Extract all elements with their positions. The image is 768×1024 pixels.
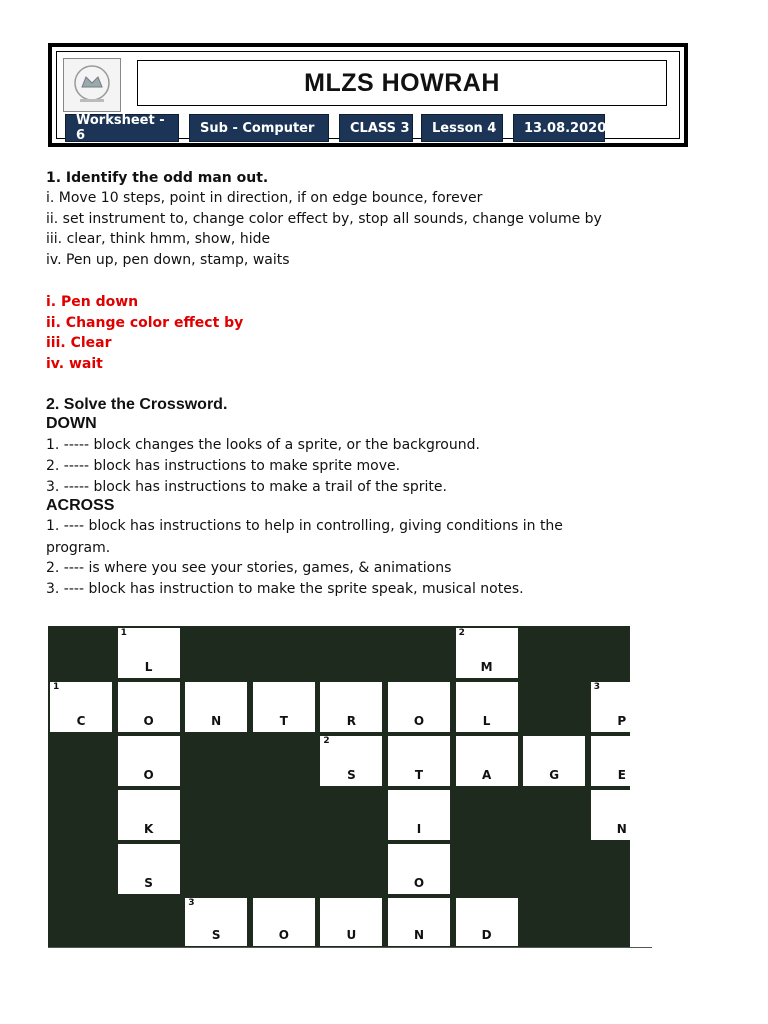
crossword-cell [388, 790, 450, 840]
q1-answer: iii. Clear [46, 335, 112, 351]
cell-letter: M [480, 660, 493, 674]
cell-letter: R [346, 714, 357, 728]
cell-letter: E [617, 768, 626, 782]
q1-answer: ii. Change color effect by [46, 315, 244, 331]
clue-number: 3 [593, 682, 601, 692]
cell-letter: U [346, 928, 357, 942]
crossword-cell [320, 736, 382, 786]
crossword-grid [48, 626, 630, 948]
crossword-cell [388, 682, 450, 732]
down-clue: 1. ----- block changes the looks of a sprite, or the background. [46, 437, 480, 453]
clue-number: 2 [458, 628, 465, 638]
q1-title: 1. Identify the odd man out. [46, 170, 269, 186]
crossword-cell [523, 736, 585, 786]
crossword-cell [185, 898, 247, 946]
crossword-cell [388, 844, 450, 894]
cell-letter: S [144, 876, 153, 890]
across-heading: ACROSS [46, 497, 115, 514]
crossword-cell [253, 682, 315, 732]
date-badge: 13.08.2020 [513, 114, 605, 142]
school-name: MLZS HOWRAH [304, 68, 500, 97]
crossword-cell [320, 898, 382, 946]
across-clue: 2. ---- is where you see your stories, games, & animations [46, 560, 452, 576]
clue-number: 1 [120, 628, 127, 638]
cell-letter: K [143, 822, 154, 836]
cell-letter: T [414, 768, 424, 782]
cell-letter: N [616, 822, 627, 836]
crossword-cell [456, 628, 518, 678]
cell-letter: C [76, 714, 86, 728]
q1-answer: i. Pen down [46, 294, 139, 310]
across-clue: program. [46, 540, 111, 556]
down-heading: DOWN [46, 415, 97, 432]
grid-baseline-divider [48, 947, 652, 948]
cell-letter: S [347, 768, 356, 782]
q1-item: ii. set instrument to, change color effect by, stop all sounds, change volume by [46, 211, 602, 227]
cell-letter: O [413, 876, 425, 890]
q1-item: iv. Pen up, pen down, stamp, waits [46, 252, 290, 268]
worksheet-badge: Worksheet - 6 [65, 114, 179, 142]
cell-letter: T [279, 714, 288, 728]
crossword-cell [118, 682, 180, 732]
cell-letter: N [211, 714, 222, 728]
school-logo-icon [63, 58, 121, 112]
crossword-cell [253, 898, 315, 946]
crossword-cell [388, 736, 450, 786]
crossword-cell [118, 790, 180, 840]
clue-number: 1 [53, 682, 60, 692]
cell-letter: P [617, 714, 627, 728]
cell-letter: A [481, 768, 492, 782]
crossword-cell [388, 898, 450, 946]
cell-letter: G [549, 768, 560, 782]
crossword-cell [118, 844, 180, 894]
q1-item: iii. clear, think hmm, show, hide [46, 231, 271, 247]
cell-letter: L [144, 660, 153, 674]
across-clue: 1. ---- block has instructions to help in controlling, giving conditions in the [46, 518, 563, 534]
crossword-cell [118, 628, 180, 678]
q2-title: 2. Solve the Crossword. [46, 396, 228, 413]
cell-letter: L [482, 714, 491, 728]
down-clue: 2. ----- block has instructions to make sprite move. [46, 458, 401, 474]
crossword-cell [185, 682, 247, 732]
header-inner-frame [56, 51, 680, 143]
down-clue: 3. ----- block has instructions to make a trail of the sprite. [46, 479, 447, 495]
cell-letter: D [481, 928, 492, 942]
lesson-badge: Lesson 4 [421, 114, 503, 142]
across-clue: 3. ---- block has instruction to make the sprite speak, musical notes. [46, 581, 524, 597]
cell-letter: I [416, 822, 422, 836]
q1-answer: iv. wait [46, 356, 103, 372]
clue-number: 3 [188, 898, 195, 908]
cell-letter: S [211, 928, 221, 942]
crossword-cell [591, 682, 653, 732]
crossword-cell [118, 736, 180, 786]
crossword-cell [456, 898, 518, 946]
crossword-cell [456, 736, 518, 786]
q1-item: i. Move 10 steps, point in direction, if on edge bounce, forever [46, 190, 483, 206]
crossword-cell [320, 682, 382, 732]
clue-number: 2 [323, 736, 330, 746]
class-badge: CLASS 3 [339, 114, 413, 142]
cell-letter: O [143, 768, 154, 782]
crossword-cell [591, 790, 653, 840]
cell-letter: O [278, 928, 289, 942]
crossword-cell [591, 736, 653, 786]
crossword-cell [50, 682, 112, 732]
school-title-box [137, 60, 667, 106]
cell-letter: O [143, 714, 154, 728]
worksheet-header [48, 43, 688, 147]
cell-letter: O [413, 714, 425, 728]
subject-badge: Sub - Computer [189, 114, 329, 142]
crossword-cell [456, 682, 518, 732]
cell-letter: N [413, 928, 425, 942]
